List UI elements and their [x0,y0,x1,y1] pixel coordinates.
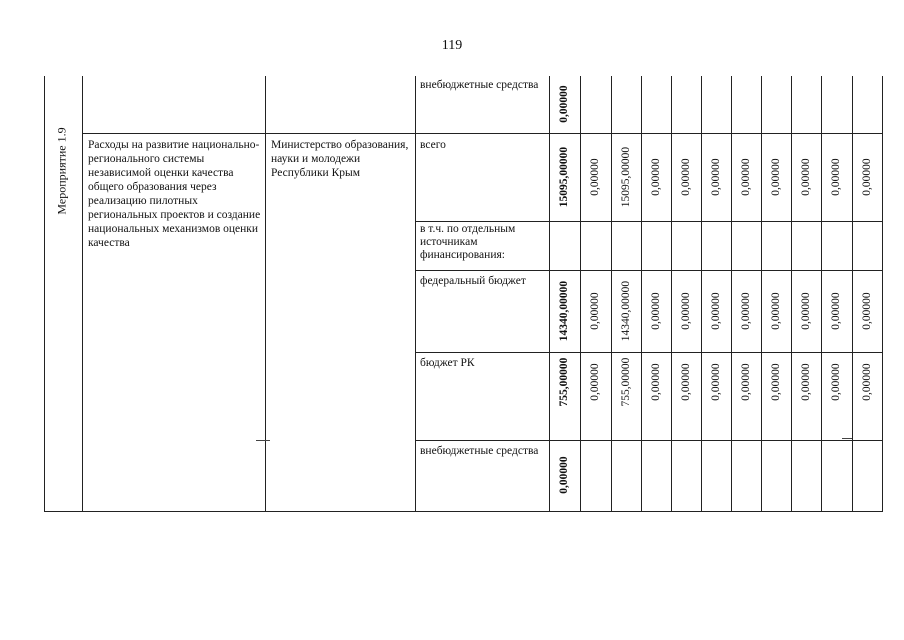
column-divider [671,76,672,512]
total-value: 755,00000 [558,357,570,407]
column-divider [821,76,822,512]
page-number: 119 [441,38,463,53]
year-value: 0,00000 [650,363,662,401]
year-value: 0,00000 [800,363,812,401]
source-cell: в т.ч. по отдельным источникам финансирования: [420,223,516,261]
year-value: 0,00000 [680,292,692,330]
year-value: 0,00000 [830,292,842,330]
total-value: 0,00000 [558,85,570,123]
column-divider [611,76,612,512]
year-value: 0,00000 [680,363,692,401]
source-cell: бюджет РК [420,357,475,369]
table-bottom-border [44,511,883,512]
column-divider [761,76,762,512]
year-value: 0,00000 [710,363,722,401]
row-divider [82,133,883,134]
column-divider [82,76,83,512]
year-value: 0,00000 [830,158,842,196]
year-value: 14340,00000 [620,280,632,342]
year-value: 0,00000 [589,158,601,196]
year-value: 0,00000 [650,158,662,196]
year-value: 755,00000 [620,357,632,407]
total-value: 14340,00000 [558,280,570,342]
year-value: 0,00000 [710,292,722,330]
year-value: 0,00000 [589,363,601,401]
source-cell: всего [420,139,446,151]
row-divider [415,440,883,441]
year-value: 0,00000 [650,292,662,330]
year-value: 0,00000 [589,292,601,330]
year-value: 0,00000 [861,292,873,330]
column-divider [265,76,266,512]
column-divider [549,76,550,512]
table-right-border [882,76,883,512]
year-value: 0,00000 [770,292,782,330]
column-divider [701,76,702,512]
column-divider [641,76,642,512]
measure-description: Расходы на развитие национально-регионального системы независимой оценки качества общего образования через реализацию пилотных региональных проектов и создание национальных механизмов оценки качества [88,139,261,249]
column-divider [731,76,732,512]
year-value: 0,00000 [830,363,842,401]
row-divider [415,352,883,353]
year-value: 0,00000 [770,158,782,196]
year-value: 0,00000 [770,363,782,401]
row-divider [415,270,883,271]
table-left-border [44,76,45,512]
column-divider [852,76,853,512]
year-value: 0,00000 [800,292,812,330]
measure-label: Мероприятие 1.9 [54,127,69,215]
year-value: 0,00000 [861,363,873,401]
column-divider [580,76,581,512]
total-value: 15095,00000 [558,146,570,208]
column-divider [415,76,416,512]
year-value: 0,00000 [680,158,692,196]
scan-mark [842,438,852,439]
source-cell: внебюджетные средства [420,445,539,457]
year-value: 0,00000 [710,158,722,196]
column-divider [791,76,792,512]
year-value: 0,00000 [740,363,752,401]
year-value: 15095,00000 [620,146,632,208]
measure-executor: Министерство образования, науки и молодежи Республики Крым [271,139,409,179]
source-cell: внебюджетные средства [420,79,539,91]
row-divider [415,221,883,222]
budget-table [44,76,883,512]
year-value: 0,00000 [740,292,752,330]
total-value: 0,00000 [558,456,570,494]
year-value: 0,00000 [861,158,873,196]
year-value: 0,00000 [740,158,752,196]
scan-mark [256,440,270,441]
source-cell: федеральный бюджет [420,275,526,287]
year-value: 0,00000 [800,158,812,196]
